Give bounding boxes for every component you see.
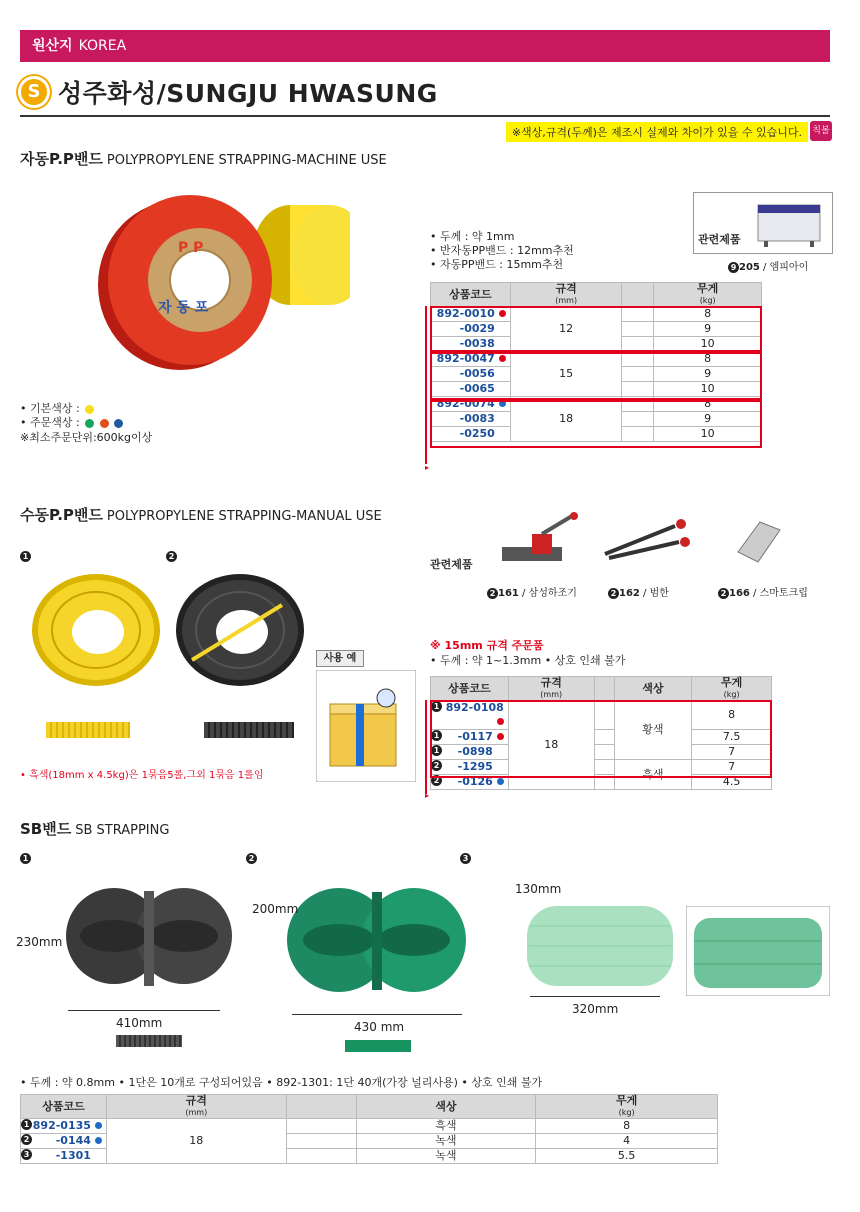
- dim-a-height: 230mm: [16, 935, 63, 949]
- col-weight: 무게 (kg): [654, 283, 762, 307]
- sealer-image: [595, 512, 695, 572]
- min-order: ※최소주문단위:600kg이상: [20, 431, 153, 444]
- strapping-machine-image: [756, 199, 826, 249]
- table-bracket: [425, 306, 427, 464]
- table-row: 2 -0144: [21, 1134, 107, 1149]
- table-row: 892-0047 15 8: [431, 352, 762, 367]
- header-divider: [20, 115, 830, 117]
- table-row: 1 -0117: [431, 730, 509, 745]
- section2-table: 상품코드 규격 (mm) 색상 무게 (kg) 1 892-0108 18 황색 8 1 -0117 7.5 1 -0898 7 2 -1295 흑색 7 2 -0126 4.5: [430, 676, 772, 790]
- col-code: 상품코드: [431, 283, 511, 307]
- brand-name: 성주화성/SUNGJU HWASUNG: [58, 79, 438, 108]
- related-label-2: 관련제품: [430, 558, 473, 571]
- num-1: 1: [20, 544, 31, 563]
- color-yellow-icon: [85, 405, 94, 414]
- section1-title: 자동P.P밴드 POLYPROPYLENE STRAPPING-MACHINE USE: [20, 150, 387, 168]
- related-161: 2 161 / 삼성하조기: [487, 584, 577, 599]
- section3-title: SB밴드 SB STRAPPING: [20, 820, 170, 838]
- basic-colors: • 기본색상 :: [20, 402, 94, 416]
- col-size: 규격 (mm): [510, 283, 622, 307]
- black-swatch: [204, 722, 294, 738]
- seal-clip-image: [730, 512, 790, 572]
- section1-spec-2: • 반자동PP밴드 : 12mm추천: [430, 244, 574, 257]
- black-swatch-sb: [116, 1035, 182, 1047]
- table-row: -0056 9: [431, 367, 762, 382]
- table-row: 1 -0898: [431, 745, 509, 760]
- green-swatch-sb: [345, 1040, 411, 1052]
- table-row: -0029 9: [431, 322, 762, 337]
- notice: ※색상,규격(두께)은 제조시 실제와 차이가 있을 수 있습니다.: [506, 122, 808, 142]
- yellow-roll-image: [28, 570, 163, 690]
- color-blue-icon: [114, 419, 123, 428]
- num-1: 1: [20, 846, 31, 865]
- dim-c-height: 130mm: [515, 882, 562, 896]
- section3-spec: • 두께 : 약 0.8mm • 1단은 10개로 구성되어있음 • 892-1301: 1단 40개(가장 널리사용) • 상호 인쇄 불가: [20, 1076, 543, 1089]
- related-label: 관련제품: [698, 233, 741, 246]
- arrow-icon: ▸: [425, 463, 430, 472]
- section2-highlight: [430, 700, 772, 778]
- num-3: 3: [460, 846, 471, 865]
- brand-logo-icon: S: [18, 76, 50, 108]
- origin-bar: [20, 30, 830, 62]
- section2-title: 수동P.P밴드 POLYPROPYLENE STRAPPING-MANUAL USE: [20, 506, 382, 524]
- sb-lightgreen-image: [525, 896, 675, 996]
- usage-example-image: [316, 670, 416, 782]
- related-162: 2 162 / 범한: [608, 584, 669, 599]
- num-2: 2: [166, 544, 177, 563]
- order-note: ※ 15mm 규격 주문품: [430, 639, 544, 652]
- table-row: 892-0010 12 8: [431, 307, 762, 322]
- brand: [18, 74, 438, 110]
- group-box-1: [430, 306, 762, 352]
- table-row: 3 -1301: [21, 1149, 107, 1164]
- notice-badge: 칙볼: [810, 121, 832, 141]
- pp-roll-image: [90, 180, 350, 380]
- table-row: -0083 9: [431, 412, 762, 427]
- group-box-3: [430, 400, 762, 448]
- sb-black-image: [64, 866, 234, 996]
- table-row: 892-0074 18 8: [431, 397, 762, 412]
- yellow-swatch: [46, 722, 130, 738]
- related-caption: 9 205 / 엠피아이: [728, 258, 808, 273]
- section2-note: • 흑색(18mm x 4.5kg)은 1묶음5롤,그외 1묶음 1롤임: [20, 770, 264, 781]
- table-row: 2 -1295: [431, 760, 509, 775]
- svg-text:자 동 포: 자 동 포: [158, 300, 209, 316]
- color-green-icon: [85, 419, 94, 428]
- table-row: 1 892-0135: [21, 1119, 107, 1134]
- sb-stack-image: [686, 906, 830, 996]
- table-row: -0065 10: [431, 382, 762, 397]
- order-colors: • 주문색상 :: [20, 416, 123, 430]
- table-row: -0038 10: [431, 337, 762, 352]
- section1-spec-3: • 자동PP밴드 : 15mm추천: [430, 258, 564, 271]
- table-row: 1 892-0108: [431, 701, 509, 730]
- dim-b-width: 430 mm: [354, 1020, 405, 1034]
- dim-a-width: 410mm: [116, 1016, 163, 1030]
- related-166: 2 166 / 스마토크립: [718, 584, 808, 599]
- tensioner-image: [492, 512, 592, 572]
- arrow-icon-2: ▸: [425, 791, 430, 800]
- table-row: 2 -0126: [431, 775, 509, 790]
- group-box-2: [430, 352, 762, 400]
- table-bracket-2: [425, 700, 427, 794]
- section3-table: 상품코드 규격 (mm) 색상 무게 (kg) 1 892-0135 18 흑색 8 2 -0144 녹색 4 3 -1301 녹색 5.5: [20, 1094, 718, 1164]
- svg-text:P P: P P: [178, 240, 204, 256]
- origin-value: KOREA: [78, 38, 127, 54]
- num-2: 2: [246, 846, 257, 865]
- section2-spec: • 두께 : 약 1~1.3mm • 상호 인쇄 불가: [430, 654, 626, 667]
- usage-label: 사용 예: [316, 650, 364, 667]
- related-product-box: [693, 192, 833, 254]
- related-products-row: [430, 512, 834, 580]
- table-row: -0250 10: [431, 427, 762, 442]
- section1-spec-1: • 두께 : 약 1mm: [430, 230, 515, 243]
- color-orange-icon: [100, 419, 109, 428]
- dim-c-width: 320mm: [572, 1002, 619, 1016]
- black-roll-image: [172, 570, 307, 690]
- sb-green-image: [284, 870, 474, 1000]
- dim-b-height: 200mm: [252, 902, 299, 916]
- origin-label: 원산지: [32, 38, 73, 54]
